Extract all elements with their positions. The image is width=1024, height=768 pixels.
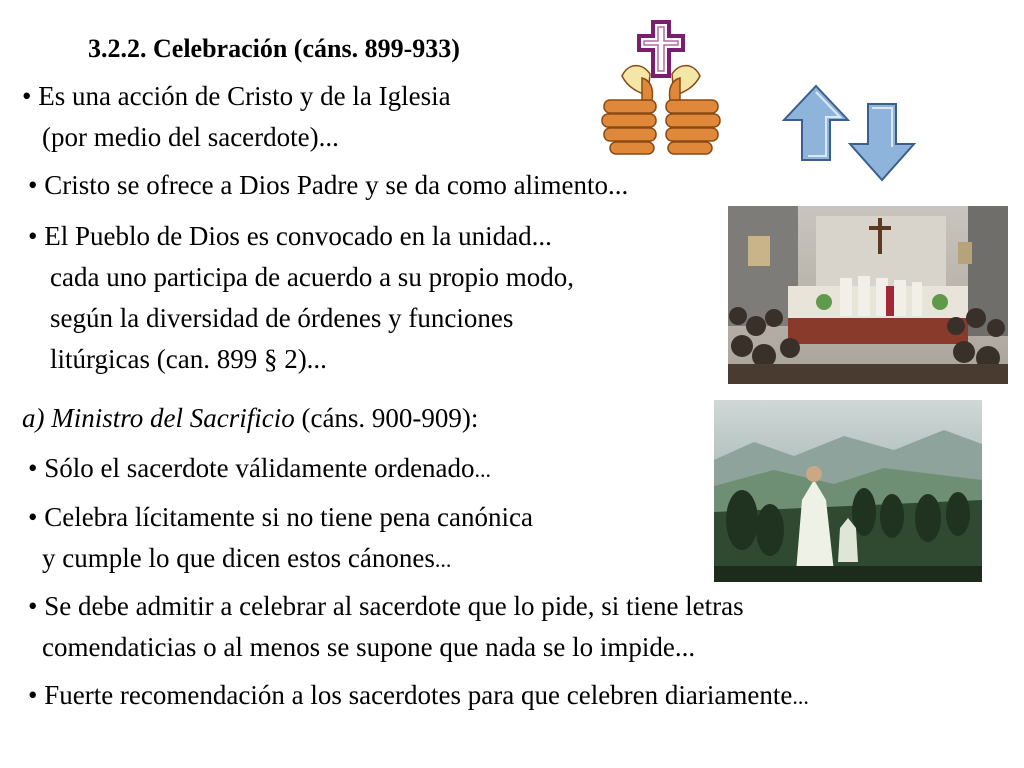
- bullet-1-line-2: (por medio del sacerdote)...: [42, 122, 339, 152]
- bullet-5-line-2: y cumple lo que dicen estos cánones: [42, 543, 435, 573]
- cross-icon: [639, 22, 683, 76]
- bullet-2: [28, 168, 628, 202]
- mountain-mass-photo: [714, 400, 982, 582]
- bullet-5-line-2-wrap: [42, 541, 451, 577]
- bullet-4: [28, 451, 491, 487]
- bullet-5-line-1: Celebra lícitamente si no tiene pena canónica: [44, 502, 533, 532]
- cross-hands-clipart: [598, 18, 724, 158]
- subheading-italic: a) Ministro del Sacrificio: [22, 403, 295, 433]
- section-subheading: [22, 401, 478, 435]
- bullet-6: [28, 589, 744, 623]
- bullet-3-line-3: según la diversidad de órdenes y funciones: [50, 303, 514, 333]
- bullet-7-text: Fuerte recomendación a los sacerdotes para que celebren diariamente: [44, 680, 793, 710]
- bullet-marker: •: [28, 591, 38, 621]
- bullet-marker: •: [22, 81, 32, 111]
- up-arrow-icon: [784, 86, 848, 160]
- bullet-3-line-1: El Pueblo de Dios es convocado en la unidad...: [44, 221, 552, 251]
- bullet-1-line-1: Es una acción de Cristo y de la Iglesia: [38, 81, 451, 111]
- hands-icon: [602, 66, 720, 154]
- bullet-3-line-4: litúrgicas (can. 899 § 2)...: [50, 344, 327, 374]
- bullet-4-dots: ...: [474, 457, 492, 482]
- bullet-7: [28, 678, 809, 714]
- bullet-marker: •: [28, 680, 38, 710]
- bullet-marker: •: [28, 502, 38, 532]
- church-celebration-photo: [728, 206, 1008, 384]
- slide-title: 3.2.2. Celebración (cáns. 899-933): [88, 34, 460, 63]
- bullet-3: [28, 219, 552, 253]
- bullet-6-line-1: Se debe admitir a celebrar al sacerdote que lo pide, si tiene letras: [44, 591, 744, 621]
- bullet-1: [22, 79, 451, 113]
- arrows-clipart: [782, 84, 918, 184]
- bullet-marker: •: [28, 221, 38, 251]
- subheading-rest: (cáns. 900-909):: [294, 403, 479, 433]
- bullet-2-text: Cristo se ofrece a Dios Padre y se da como alimento...: [44, 170, 629, 200]
- bullet-5: [28, 500, 533, 534]
- down-arrow-icon: [850, 104, 914, 180]
- bullet-4-text: Sólo el sacerdote válidamente ordenado: [44, 453, 475, 483]
- bullet-7-dots: ...: [792, 684, 809, 709]
- bullet-3-line-2: cada uno participa de acuerdo a su propio modo,: [50, 262, 575, 292]
- bullet-marker: •: [28, 170, 38, 200]
- bullet-marker: •: [28, 453, 38, 483]
- bullet-5-dots: ...: [434, 547, 452, 572]
- bullet-6-line-2: comendaticias o al menos se supone que nada se lo impide...: [42, 632, 696, 662]
